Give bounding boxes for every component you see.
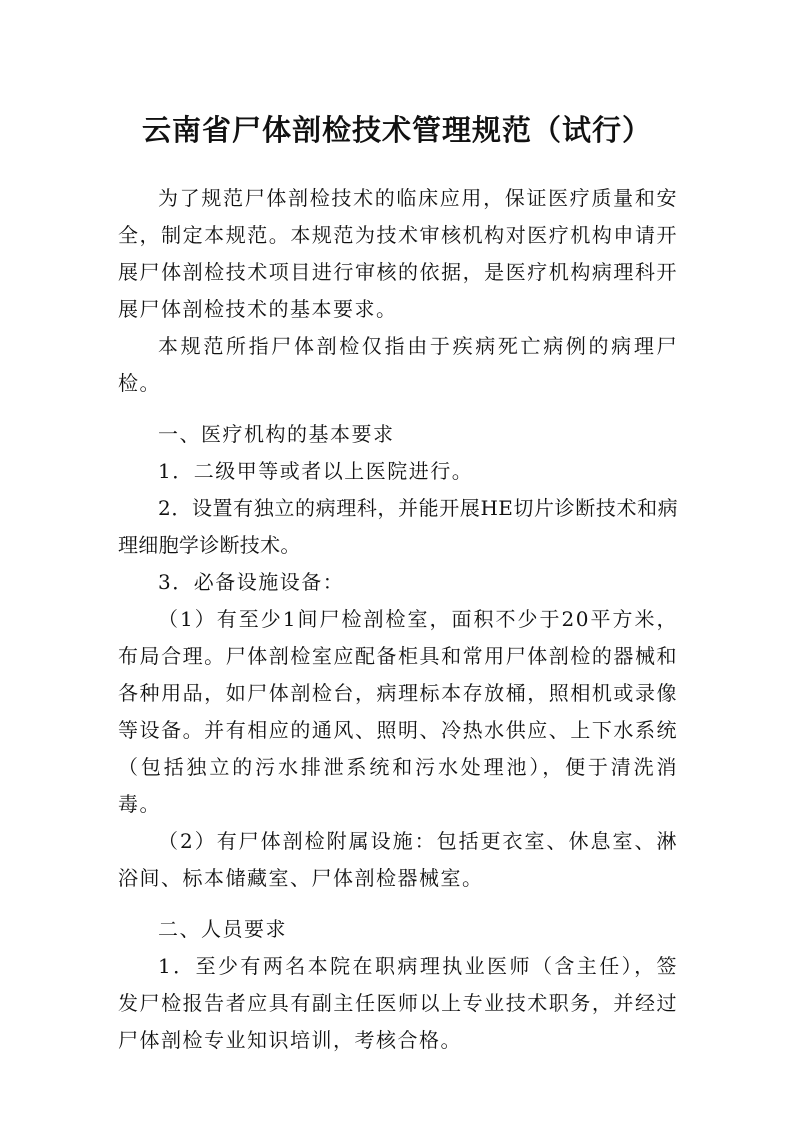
facility-item-2: （2）有尸体剖检附属设施：包括更衣室、休息室、淋浴间、标本储藏室、尸体剖检器械室。 xyxy=(118,829,678,890)
intro-paragraph: 为了规范尸体剖检技术的临床应用，保证医疗质量和安全，制定本规范。本规范为技术审核机构对医疗机构申请开展尸体剖检技术项目进行审核的依据，是医疗机构病理科开展尸体剖检技术的基本要求。 xyxy=(118,186,678,321)
scope-paragraph: 本规范所指尸体剖检仅指由于疾病死亡病例的病理尸检。 xyxy=(118,334,678,395)
document-body xyxy=(118,180,678,1059)
document-title: 云南省尸体剖检技术管理规范（试行） xyxy=(141,113,652,147)
section-heading-personnel: 二、人员要求 xyxy=(158,917,287,941)
facility-item-1: （1）有至少1间尸检剖检室，面积不少于20平方米，布局合理。尸体剖检室应配备柜具和常用尸体剖检的器械和各种用品，如尸体剖检台，病理标本存放桶，照相机或录像等设备。并有相应的通风、照明、冷热水供应、上下水系统（包括独立的污水排泄系统和污水处理池），便于清洗消毒。 xyxy=(118,607,678,816)
requirement-item-2: 2．设置有独立的病理科，并能开展HE切片诊断技术和病理细胞学诊断技术。 xyxy=(118,496,678,557)
requirement-item-3: 3．必备设施设备： xyxy=(158,570,345,594)
personnel-item-1: 1．至少有两名本院在职病理执业医师（含主任），签发尸检报告者应具有副主任医师以上专业技术职务，并经过尸体剖检专业知识培训，考核合格。 xyxy=(118,954,678,1052)
section-heading-institution: 一、医疗机构的基本要求 xyxy=(158,422,395,446)
requirement-item-1: 1．二级甲等或者以上医院进行。 xyxy=(158,459,474,483)
